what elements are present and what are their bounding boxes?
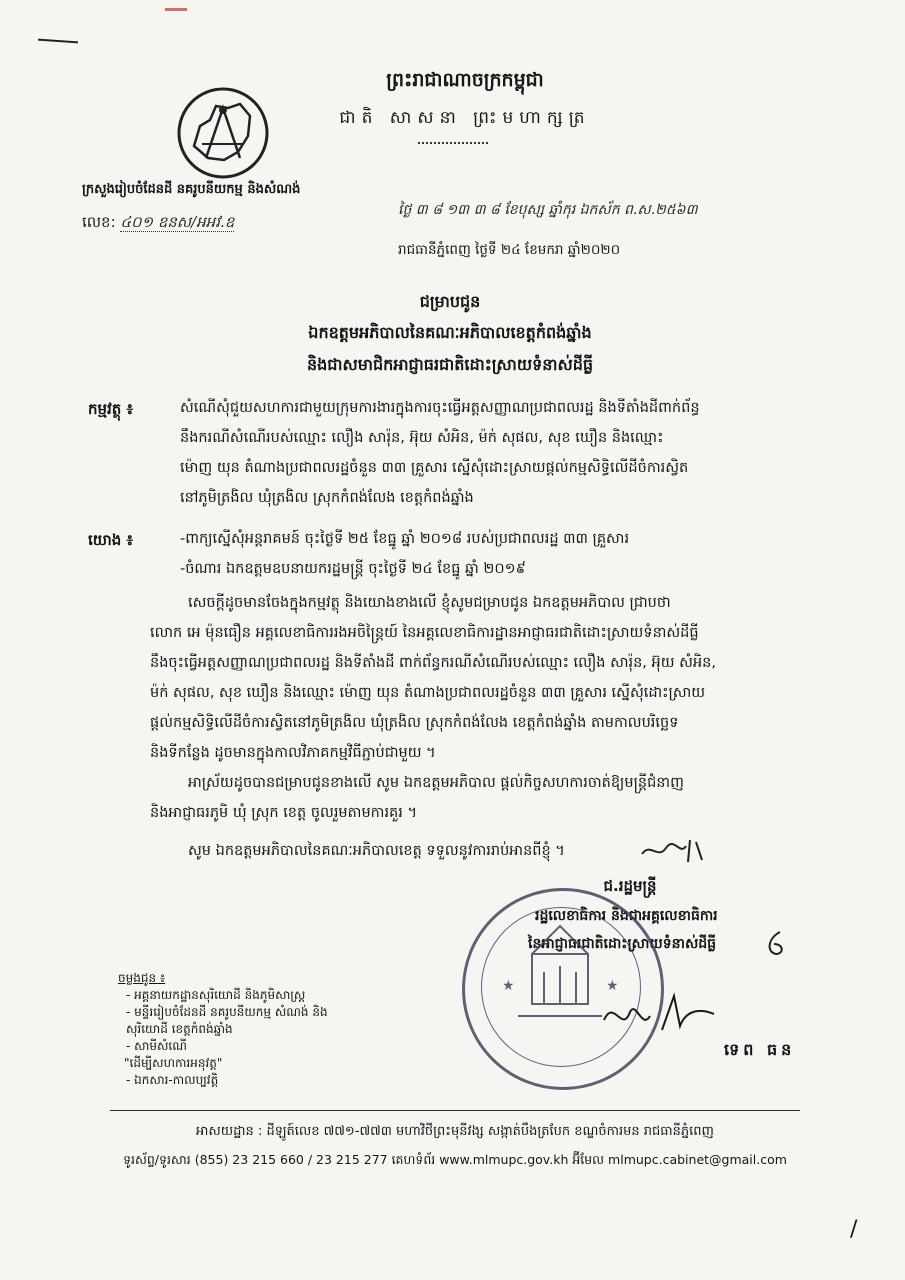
svg-text:★: ★	[502, 978, 515, 994]
greeting-title: ជម្រាបជូន	[419, 292, 481, 311]
pen-mark	[38, 39, 78, 44]
signatory-title-3: នៃអាជ្ញាធរជាតិដោះស្រាយទំនាស់ដីធ្លី	[528, 936, 717, 952]
body-line: និងទីកន្លែង ដូចមានក្នុងកាលវិភាគកម្មវិធីភ្ជាប់ជាមួយ ។	[150, 745, 436, 761]
recipient-line-2: និងជាសមាជិកអាជ្ញាធរជាតិដោះស្រាយទំនាស់ដីធ្លី	[306, 355, 593, 374]
body-line: សេចក្តីដូចមានចែងក្នុងកម្មវត្ថុ និងយោងខាងលើ ខ្ញុំសូមជម្រាបជូន ឯកឧត្តមអភិបាល ជ្រាបថា	[188, 595, 671, 611]
subject-line: សំណើសុំជួយសហការជាមួយក្រុមការងារក្នុងការចុះធ្វើអត្តសញ្ញាណប្រជាពលរដ្ឋ និងទីតាំងដីពាក់ព័ន្ធ	[180, 400, 700, 416]
signatory-title-2: រដ្ឋលេខាធិការ និងជាអគ្គលេខាធិការ	[535, 908, 718, 924]
body-line: និងអាជ្ញាធរភូមិ ឃុំ ស្រុក ខេត្ត ចូលរួមតាមការគួរ ។	[150, 805, 418, 821]
handwritten-mark	[760, 930, 790, 958]
footer-contact: ទូរស័ព្ទ/ទូរសារ (855) 23 215 660 / 23 215 277 គេហទំព័រ www.mlmupc.gov.kh អ៊ីមែល mlmupc.cabinet@gmail.com	[123, 1152, 787, 1167]
handwritten-mark	[640, 838, 710, 864]
ornament	[418, 142, 488, 150]
solar-date: រាជធានីភ្នំពេញ ថ្ងៃទី ២៤ ខែមករា ឆ្នាំ២០២០	[398, 242, 621, 258]
cc-item: - មន្ទីររៀបចំដែនដី នគរូបនីយកម្ម សំណង់ និង	[126, 1005, 328, 1019]
body-paragraph-2	[150, 768, 850, 828]
signature-scribble	[600, 990, 720, 1040]
cc-item: - សាមីសំណើ	[126, 1039, 187, 1053]
cc-label: ចម្លងជូន ៖	[118, 971, 166, 985]
cc-item: "ដើម្បីសហការអនុវត្ត"	[124, 1056, 223, 1070]
official-stamp	[462, 888, 664, 1090]
national-motto: ជាតិ សាសនា ព្រះមហាក្សត្រ	[339, 108, 591, 128]
subject-line: នៅភូមិត្រងិល ឃុំត្រងិល ស្រុកកំពង់លែង ខេត្តកំពង់ឆ្នាំង	[180, 490, 474, 506]
reference-item: -ពាក្យស្នើសុំអន្តរាគមន៍ ចុះថ្ងៃទី ២៥ ខែធ្នូ ឆ្នាំ ២០១៨ របស់ប្រជាពលរដ្ឋ ៣៣ គ្រួសារ	[180, 531, 630, 547]
ministry-name: ក្រសួងរៀបចំដែនដី នគរូបនីយកម្ម និងសំណង់	[82, 182, 301, 197]
subject-line: នឹងករណីសំណើរបស់ឈ្មោះ លឿង សារ៉ុន, អ៊ុយ សំអិន, ម៉ក់ សុផល, សុខ ឃឿន និងឈ្មោះ	[180, 430, 664, 446]
body-line: ផ្តល់កម្មសិទ្ធិលើដីចំការស្វិតនៅភូមិត្រងិល ឃុំត្រងិល ស្រុកកំពង់លែង ខេត្តកំពង់ឆ្នាំង តាមកាលបរិច្ឆេទ	[150, 715, 679, 731]
recipient-line-1: ឯកឧត្តមអភិបាលនៃគណៈអភិបាលខេត្តកំពង់ឆ្នាំង	[308, 323, 592, 342]
kingdom-heading: ព្រះរាជាណាចក្រកម្ពុជា	[386, 69, 544, 91]
reference-number: លេខ: ៤០១ ឧនស/អអវ.ឧ	[82, 213, 235, 231]
closing-line: សូម ឯកឧត្តមអភិបាលនៃគណៈអភិបាលខេត្ត ទទួលនូវការរាប់អានពីខ្ញុំ ។	[188, 843, 565, 859]
lunar-date: ថ្ងៃ ៣ ៨ ១៣ ៣ ៨ ខែបុស្ស ឆ្នាំកុរ ឯកស័ក ព.ស.២៥៦៣	[398, 202, 698, 218]
body-line: នឹងចុះធ្វើអត្តសញ្ញាណប្រជាពលរដ្ឋ និងទីតាំងដី ពាក់ព័ន្ធករណីសំណើរបស់ឈ្មោះ លឿង សារ៉ុន, អ៊ុយ សំអិន,	[150, 655, 716, 671]
body-paragraph-1	[150, 588, 850, 768]
red-marks	[165, 8, 187, 11]
cc-item: - ឯកសារ-កាលប្បវត្តិ	[126, 1073, 219, 1087]
ministry-logo	[176, 86, 270, 180]
body-line: អាស្រ័យដូចបានជម្រាបជូនខាងលើ សូម ឯកឧត្តមអភិបាល ផ្តល់កិច្ចសហការចាត់ឱ្យមន្ត្រីជំនាញ	[188, 775, 684, 791]
footer-divider	[110, 1110, 800, 1111]
subject-text	[180, 393, 850, 513]
svg-text:★: ★	[606, 978, 619, 994]
signatory-name: ទេព ធន	[724, 1040, 796, 1059]
cc-list	[118, 970, 358, 1089]
reference-list	[180, 524, 850, 584]
subject-line: ម៉ោញ យុន តំណាងប្រជាពលរដ្ឋចំនួន ៣៣ គ្រួសារ ស្នើសុំដោះស្រាយផ្តល់កម្មសិទ្ធិលើដីចំការស្វិត	[180, 460, 689, 476]
footer-address: អាសយដ្ឋាន : ដីឡូត៍លេខ ៧៧១-៧៧៣ មហាវិថីព្រះមុនីវង្ស សង្កាត់បឹងត្របែក ខណ្ឌចំការមន រាជធានីភ្នំពេញ	[196, 1124, 714, 1139]
cc-item: - អគ្គនាយកដ្ឋានសុរិយោដី និងភូមិសាស្ត្រ	[126, 988, 306, 1002]
reference-item: -ចំណារ ឯកឧត្តមឧបនាយករដ្ឋមន្ត្រី ចុះថ្ងៃទី ២៤ ខែធ្នូ ឆ្នាំ ២០១៩	[180, 561, 526, 577]
reference-label: យោង ៖	[88, 531, 134, 549]
cc-item: សុរិយោដី ខេត្តកំពង់ឆ្នាំង	[126, 1022, 233, 1036]
page-mark: /	[850, 1217, 858, 1242]
body-line: ម៉ក់ សុផល, សុខ ឃឿន និងឈ្មោះ ម៉ោញ យុន តំណាងប្រជាពលរដ្ឋចំនួន ៣៣ គ្រួសារ ស្នើសុំដោះស្រាយ	[150, 685, 706, 701]
body-line: លោក អេ ម៉ុនធឿន អគ្គលេខាធិការរងអចិន្ត្រៃយ៍ នៃអគ្គលេខាធិការដ្ឋានអាជ្ញាធរជាតិដោះស្រាយទំនាស់ដីធ្លី	[150, 625, 699, 641]
signatory-title-1: ជ.រដ្ឋមន្ត្រី	[603, 877, 657, 895]
subject-label: កម្មវត្ថុ ៖	[88, 400, 134, 418]
